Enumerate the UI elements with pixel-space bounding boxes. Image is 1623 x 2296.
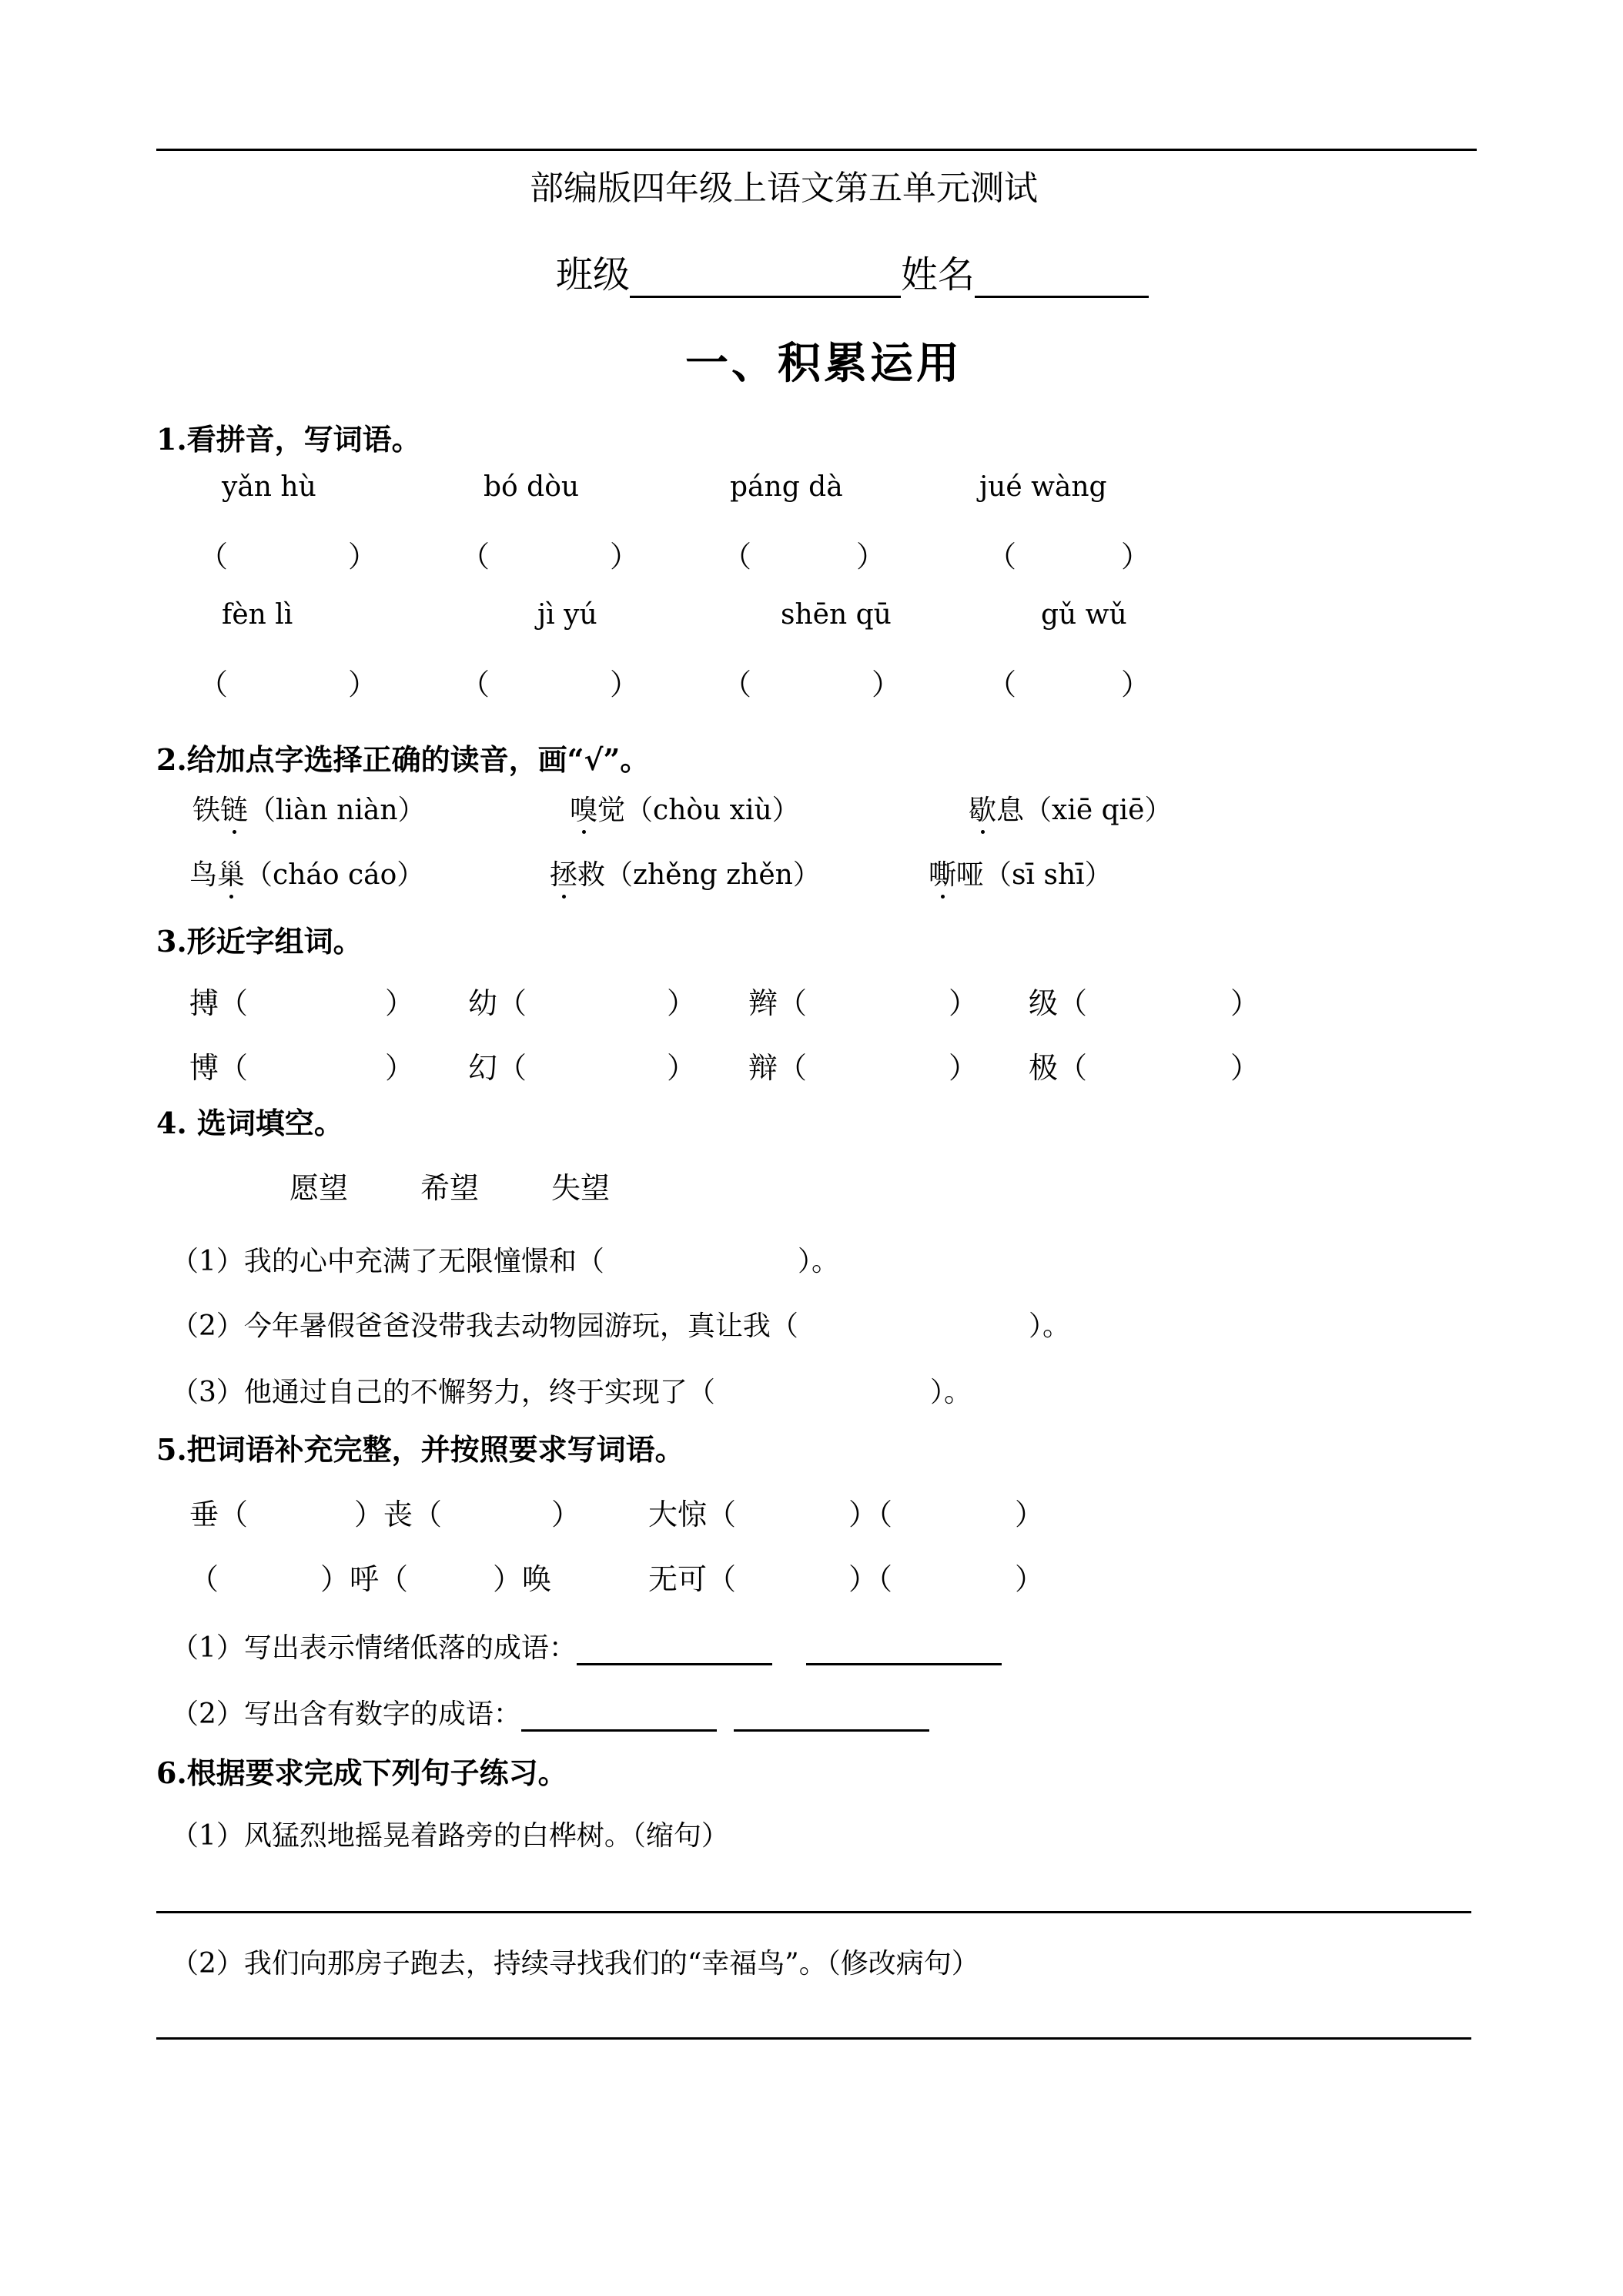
- top-rule: [156, 149, 1477, 151]
- paren-close: ）: [872, 668, 902, 701]
- paren-close: ）: [667, 986, 697, 1020]
- char-item: 幻（: [468, 1051, 527, 1085]
- idiom-part: ）（: [848, 1562, 893, 1596]
- paren-open: （: [460, 540, 490, 574]
- paren-close: ）: [1230, 1051, 1260, 1085]
- paren-close: ）: [949, 986, 979, 1020]
- pinyin: páng dà: [730, 471, 843, 503]
- answer-line[interactable]: [156, 1911, 1471, 1913]
- pinyin: gǔ wǔ: [1041, 599, 1127, 631]
- paren-open: （: [987, 540, 1017, 574]
- paren-open: （: [722, 668, 752, 701]
- paren-open: （: [199, 668, 229, 701]
- q6-title: 6.根据要求完成下列句子练习。: [156, 1755, 567, 1790]
- char-item: 极（: [1029, 1051, 1088, 1085]
- idiom-part: ）: [551, 1498, 581, 1531]
- paren-close: ）: [1121, 540, 1151, 574]
- answer-line[interactable]: [156, 2037, 1471, 2040]
- name-label: 姓名: [901, 253, 975, 296]
- pinyin: shēn qū: [781, 599, 892, 631]
- pinyin: yǎn hù: [222, 471, 316, 503]
- idiom-part: 无可（: [648, 1562, 737, 1596]
- paren-close: ）: [667, 1051, 697, 1085]
- idiom-part: ）（: [848, 1498, 893, 1531]
- q5-title: 5.把词语补充完整，并按照要求写词语。: [156, 1432, 684, 1467]
- answer-blank[interactable]: [734, 1699, 929, 1732]
- idiom-part: （: [189, 1562, 219, 1596]
- pinyin: bó dòu: [484, 471, 580, 503]
- paren-close: ）: [385, 1051, 415, 1085]
- char-item: 博（: [189, 1051, 249, 1085]
- idiom-part: 垂（: [189, 1498, 249, 1531]
- fill-sentence-end: ）。: [1029, 1310, 1071, 1342]
- idiom-part: ）唤: [493, 1562, 552, 1596]
- fill-sentence: （3）他通过自己的不懈努力，终于实现了（: [171, 1377, 715, 1408]
- paren-close: ）: [610, 668, 640, 701]
- paren-close: ）: [856, 540, 886, 574]
- reading-item: 嗅觉（chòu xiù）: [570, 795, 800, 826]
- char-item: 辩（: [748, 1051, 808, 1085]
- word-option: 希望: [420, 1171, 480, 1205]
- idiom-request: （1）写出表示情绪低落的成语：: [171, 1626, 1002, 1665]
- pinyin: jué wàng: [979, 471, 1107, 503]
- reading-item: 歇息（xiē qiē）: [969, 795, 1173, 826]
- idiom-request: （2）写出含有数字的成语：: [171, 1692, 929, 1732]
- sentence-task: （2）我们向那房子跑去，持续寻找我们的“幸福鸟”。（修改病句）: [171, 1948, 979, 1980]
- name-blank[interactable]: [975, 265, 1149, 298]
- idiom-part: ）丧（: [354, 1498, 443, 1531]
- sentence-task: （1）风猛烈地摇晃着路旁的白桦树。（缩句）: [171, 1820, 729, 1852]
- char-item: 搏（: [189, 986, 249, 1020]
- paren-open: （: [460, 668, 490, 701]
- answer-blank[interactable]: [577, 1632, 772, 1665]
- paren-open: （: [987, 668, 1017, 701]
- pinyin: fèn lì: [222, 599, 293, 631]
- paren-close: ）: [348, 668, 378, 701]
- paren-close: ）: [1230, 986, 1260, 1020]
- fill-sentence: （2）今年暑假爸爸没带我去动物园游玩，真让我（: [171, 1310, 798, 1342]
- paren-close: ）: [610, 540, 640, 574]
- section-title: 一、积累运用: [685, 338, 962, 389]
- fill-sentence-end: ）。: [930, 1377, 972, 1408]
- fill-sentence-end: ）。: [798, 1246, 840, 1277]
- reading-item: 嘶哑（sī shī）: [929, 859, 1113, 891]
- reading-item: 铁链（liàn niàn）: [192, 795, 426, 826]
- idiom-part: ）呼（: [320, 1562, 409, 1596]
- q2-title: 2.给加点字选择正确的读音，画“√”。: [156, 742, 650, 777]
- reading-item: 鸟巢（cháo cáo）: [189, 859, 425, 891]
- paren-close: ）: [385, 986, 415, 1020]
- char-item: 辫（: [748, 986, 808, 1020]
- answer-blank[interactable]: [521, 1699, 717, 1732]
- class-blank[interactable]: [630, 265, 901, 298]
- idiom-part: ）: [1015, 1498, 1045, 1531]
- word-option: 失望: [551, 1171, 611, 1205]
- answer-blank[interactable]: [806, 1632, 1002, 1665]
- reading-item: 拯救（zhěng zhěn）: [550, 859, 821, 891]
- paren-open: （: [199, 540, 229, 574]
- q3-title: 3.形近字组词。: [156, 924, 363, 959]
- class-name-line: [556, 245, 1149, 298]
- q1-title: 1.看拼音，写词语。: [156, 422, 421, 457]
- paren-close: ）: [348, 540, 378, 574]
- idiom-part: ）: [1015, 1562, 1045, 1596]
- word-option: 愿望: [289, 1171, 349, 1205]
- class-label: 班级: [556, 253, 631, 296]
- idiom-part: 大惊（: [648, 1498, 737, 1531]
- page-title: 部编版四年级上语文第五单元测试: [530, 169, 1038, 208]
- pinyin: jì yú: [537, 599, 597, 631]
- paren-close: ）: [1121, 668, 1151, 701]
- fill-sentence: （1）我的心中充满了无限憧憬和（: [171, 1246, 604, 1277]
- paren-open: （: [722, 540, 752, 574]
- char-item: 幼（: [468, 986, 527, 1020]
- q4-title: 4. 选词填空。: [156, 1106, 343, 1140]
- paren-close: ）: [949, 1051, 979, 1085]
- char-item: 级（: [1029, 986, 1088, 1020]
